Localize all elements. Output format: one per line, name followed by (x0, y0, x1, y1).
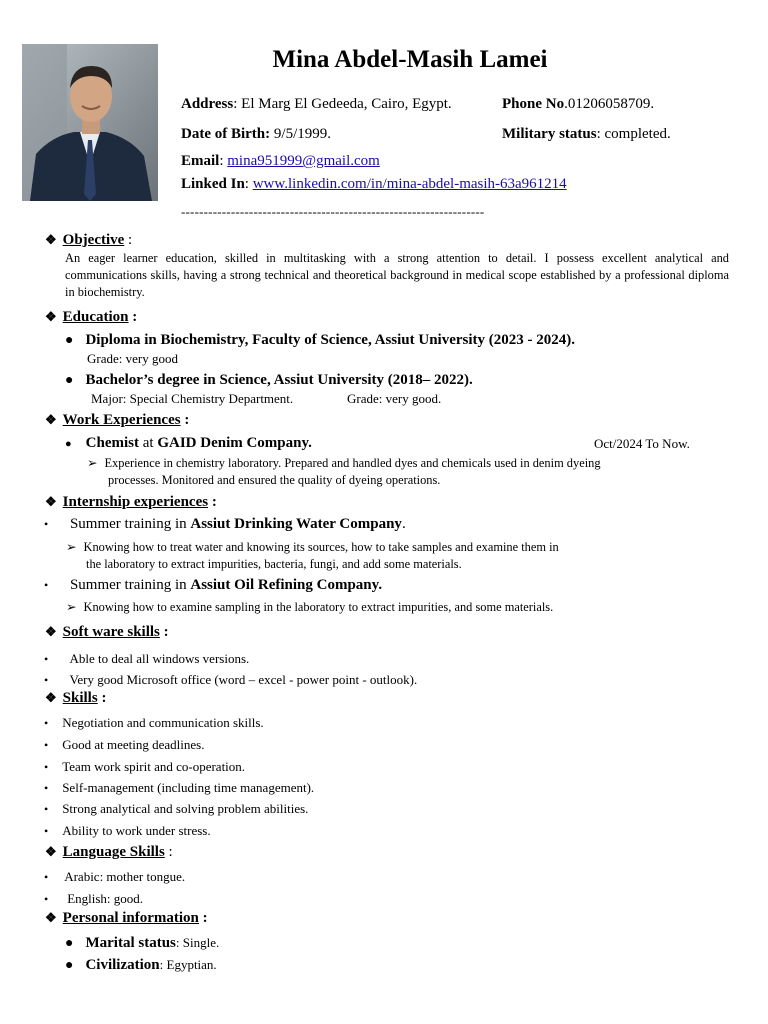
bullet-icon: ● (65, 333, 74, 348)
education-item (65, 331, 575, 349)
work-role: Chemist (85, 435, 139, 451)
work-at: at (138, 435, 158, 451)
skills-item-text: Ability to work under stress. (62, 823, 211, 838)
arrow-bullet-icon: ➢ (66, 540, 77, 554)
diamond-bullet-icon: ❖ (45, 412, 57, 427)
skills-item (44, 737, 204, 753)
header-divider: ------------------------------------------------------------------- (181, 204, 485, 219)
work-company: GAID Denim Company. (157, 435, 312, 451)
bullet-icon: • (44, 802, 49, 816)
internship-prefix: Summer training in (69, 516, 191, 532)
personal-heading (45, 910, 208, 927)
language-suffix: : (164, 844, 173, 860)
bullet-icon: ● (65, 438, 72, 450)
objective-suffix: : (124, 232, 133, 248)
software-title: Soft ware skills (62, 624, 160, 640)
software-heading (45, 624, 169, 641)
internship-title: Internship experiences (62, 494, 209, 510)
education-title: Education (62, 309, 129, 325)
bullet-icon: ● (65, 936, 74, 951)
internship-detail-line1: Knowing how to examine sampling in the laboratory to extract impurities, and some materials. (83, 600, 554, 614)
bullet-icon: • (44, 781, 49, 795)
work-date: Oct/2024 To Now. (594, 436, 690, 451)
education-grade: Grade: very good. (347, 391, 442, 406)
software-item-text: Very good Microsoft office (word – excel - power point - outlook). (69, 672, 418, 687)
marital-value: : Single. (175, 935, 220, 950)
bullet-icon: • (44, 673, 49, 687)
work-detail (87, 455, 601, 471)
email-separator: : (219, 153, 228, 169)
language-title: Language Skills (62, 844, 165, 860)
personal-suffix: : (198, 910, 208, 926)
bullet-icon: • (44, 652, 49, 666)
work-detail-line2: processes. Monitored and ensured the quality of dyeing operations. (108, 473, 441, 487)
objective-text: An eager learner education, skilled in multitasking with a strong attention to detail. I possess excellent analytical and communications skills, having a strong technical and theoretical background in medical scope established by a professional diploma in biochemistry. (65, 251, 729, 300)
skills-item (44, 715, 264, 731)
internship-company: Assiut Drinking Water Company (190, 516, 402, 532)
diamond-bullet-icon: ❖ (45, 494, 57, 509)
skills-item-text: Team work spirit and co-operation. (62, 759, 246, 774)
arrow-bullet-icon: ➢ (66, 600, 77, 614)
internship-detail (66, 539, 559, 555)
education-major: Major: Special Chemistry Department. (91, 391, 294, 406)
internship-suffix: : (208, 494, 217, 510)
bullet-icon: • (44, 870, 49, 884)
skills-title: Skills (62, 690, 98, 706)
language-item (44, 869, 185, 885)
skills-item (44, 801, 308, 817)
personal-item (65, 956, 217, 974)
email-line (181, 153, 380, 170)
skills-item-text: Self-management (including time management). (62, 780, 315, 795)
address-label: Address (181, 96, 234, 112)
email-label: Email (181, 153, 220, 169)
work-item (65, 434, 312, 452)
marital-label: Marital status (85, 935, 176, 951)
skills-item-text: Strong analytical and solving problem abilities. (62, 801, 309, 816)
phone-line (502, 96, 654, 113)
military-label: Military status (502, 126, 597, 142)
bullet-icon: ● (65, 958, 74, 973)
work-suffix: : (180, 412, 190, 428)
phone-label: Phone No (502, 96, 565, 112)
skills-item-text: Good at meeting deadlines. (62, 737, 205, 752)
military-value: : completed. (596, 126, 671, 142)
diamond-bullet-icon: ❖ (45, 309, 57, 324)
bullet-icon: • (44, 824, 49, 838)
internship-end: . (401, 516, 406, 532)
linkedin-label: Linked In (181, 176, 245, 192)
bullet-icon: • (44, 578, 49, 592)
language-item-text: Arabic: mother tongue. (64, 869, 186, 884)
address-line (181, 96, 452, 113)
dob-value: 9/5/1999. (270, 126, 331, 142)
bullet-icon: • (44, 517, 49, 531)
education-degree: Bachelor’s degree in Science, Assiut University (2018– 2022). (85, 372, 473, 388)
education-item (65, 371, 473, 389)
bullet-icon: • (44, 716, 49, 730)
bullet-icon: • (44, 760, 49, 774)
internship-item (44, 516, 406, 533)
address-value: : El Marg El Gedeeda, Cairo, Egypt. (233, 96, 452, 112)
linkedin-link[interactable]: www.linkedin.com/in/mina-abdel-masih-63a961214 (252, 176, 567, 192)
phone-value: .01206058709. (564, 96, 655, 112)
diamond-bullet-icon: ❖ (45, 690, 57, 705)
education-degree: Diploma in Biochemistry, Faculty of Science, Assiut University (2023 - 2024). (85, 332, 576, 348)
bullet-icon: ● (65, 373, 74, 388)
skills-item (44, 823, 211, 839)
personal-item (65, 934, 219, 952)
skills-item-text: Negotiation and communication skills. (62, 715, 264, 730)
skills-suffix: : (97, 690, 107, 706)
language-heading (45, 844, 173, 861)
internship-item (44, 577, 382, 594)
bullet-icon: • (44, 738, 49, 752)
diamond-bullet-icon: ❖ (45, 910, 57, 925)
skills-item (44, 780, 314, 796)
internship-detail-line1: Knowing how to treat water and knowing its sources, how to take samples and examine them in (83, 540, 559, 554)
work-detail-line1: Experience in chemistry laboratory. Prepared and handled dyes and chemicals used in denim dyeing (104, 456, 601, 470)
software-item-text: Able to deal all windows versions. (69, 651, 250, 666)
dob-line (181, 126, 331, 143)
objective-title: Objective (62, 232, 125, 248)
civilization-value: : Egyptian. (159, 957, 217, 972)
diamond-bullet-icon: ❖ (45, 624, 57, 639)
email-link[interactable]: mina951999@gmail.com (227, 153, 380, 169)
software-suffix: : (159, 624, 169, 640)
linkedin-separator: : (244, 176, 253, 192)
education-grade: Grade: very good (87, 351, 178, 366)
internship-heading (45, 494, 217, 511)
language-item (44, 891, 143, 907)
software-item (44, 651, 249, 667)
military-line (502, 126, 671, 143)
language-item-text: English: good. (67, 891, 144, 906)
work-title: Work Experiences (62, 412, 181, 428)
linkedin-line (181, 176, 567, 193)
education-heading (45, 309, 137, 326)
internship-company: Assiut Oil Refining Company. (190, 577, 383, 593)
work-heading (45, 412, 189, 429)
civilization-label: Civilization (85, 957, 160, 973)
skills-heading (45, 690, 106, 707)
education-suffix: : (128, 309, 138, 325)
personal-title: Personal information (62, 910, 199, 926)
internship-detail-line2: the laboratory to extract impurities, bacteria, fungi, and add some materials. (86, 557, 462, 571)
internship-prefix: Summer training in (69, 577, 191, 593)
software-item (44, 672, 417, 688)
objective-heading (45, 232, 132, 249)
diamond-bullet-icon: ❖ (45, 232, 57, 247)
skills-item (44, 759, 245, 775)
dob-label: Date of Birth: (181, 126, 271, 142)
internship-detail (66, 599, 553, 615)
candidate-name: Mina Abdel-Masih Lamei (272, 46, 548, 73)
bullet-icon: • (44, 892, 49, 906)
arrow-bullet-icon: ➢ (87, 456, 98, 470)
diamond-bullet-icon: ❖ (45, 844, 57, 859)
